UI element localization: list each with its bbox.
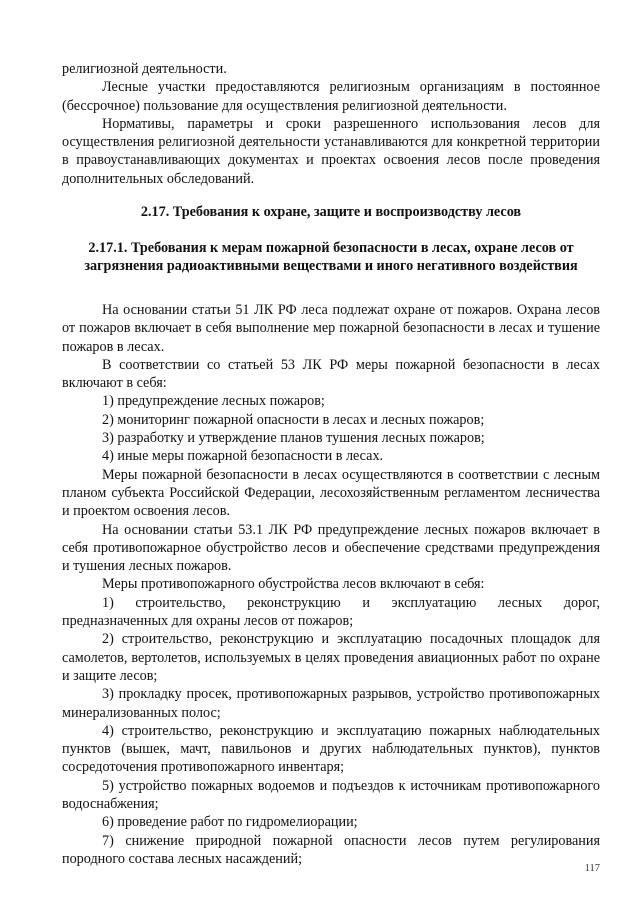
body-text-block <box>62 301 600 868</box>
list-item: 6) проведение работ по гидромелиорации; <box>102 814 358 831</box>
section-heading: 2.17. Требования к охране, защите и воспроизводству лесов <box>140 204 522 220</box>
paragraph: На основании статьи 51 ЛК РФ леса подлежат охране от пожаров. Охрана лесов от пожаров включает в себя выполнение мер пожарной безопасности в лесах и тушение пожаров в лесах. <box>62 302 600 355</box>
top-text-block <box>62 60 600 188</box>
paragraph: Нормативы, параметры и сроки разрешенного использования лесов для осуществления религиозной деятельности устанавливаются для конкретной территории в правоустанавливающих документах и проектах освоения лесов после проведения дополнительных обследований. <box>62 115 600 187</box>
subsection-heading: 2.17.1. Требования к мерам пожарной безопасности в лесах, охране лесов от загрязнения радиоактивными веществами и иного негативного воздействия <box>84 240 578 275</box>
paragraph: На основании статьи 53.1 ЛК РФ предупреждение лесных пожаров включает в себя противопожарное обустройство лесов и обеспечение средствами предупреждения и тушения лесных пожаров. <box>62 521 600 575</box>
page-number: 117 <box>584 863 600 874</box>
paragraph: религиозной деятельности. <box>62 61 227 77</box>
paragraph: В соответствии со статьей 53 ЛК РФ меры пожарной безопасности в лесах включают в себя: <box>62 356 600 392</box>
list-item: 5) устройство пожарных водоемов и подъездов к источникам противопожарного водоснабжения; <box>62 777 600 813</box>
list-item: 1) предупреждение лесных пожаров; <box>102 393 325 410</box>
paragraph: Меры пожарной безопасности в лесах осуществляются в соответствии с лесным планом субъекта Российской Федерации, лесохозяйственным регламентом лесничества и проектом освоения лесов. <box>62 466 600 520</box>
list-item: 4) строительство, реконструкцию и эксплуатацию пожарных наблюдательных пунктов (вышек, мачт, павильонов и других наблюдательных пунктов), пунктов сосредоточения противопожарного инвентаря; <box>62 722 600 776</box>
paragraph: Меры противопожарного обустройства лесов включают в себя: <box>102 576 485 593</box>
list-item: 3) разработку и утверждение планов тушения лесных пожаров; <box>102 430 485 447</box>
paragraph: Лесные участки предоставляются религиозным организациям в постоянное (бессрочное) пользование для осуществления религиозной деятельности. <box>62 79 600 114</box>
list-item: 7) снижение природной пожарной опасности лесов путем регулирования породного состава лесных насаждений; <box>62 832 600 867</box>
list-item: 2) мониторинг пожарной опасности в лесах и лесных пожаров; <box>102 411 485 428</box>
list-item: 1) строительство, реконструкцию и эксплуатацию лесных дорог, предназначенных для охраны лесов от пожаров; <box>62 594 600 630</box>
list-item: 3) прокладку просек, противопожарных разрывов, устройство противопожарных минерализованных полос; <box>62 686 600 721</box>
list-item: 2) строительство, реконструкцию и эксплуатацию посадочных площадок для самолетов, вертолетов, используемых в целях проведения авиационных работ по охране и защите лесов; <box>62 631 600 684</box>
list-item: 4) иные меры пожарной безопасности в лесах. <box>102 448 384 465</box>
